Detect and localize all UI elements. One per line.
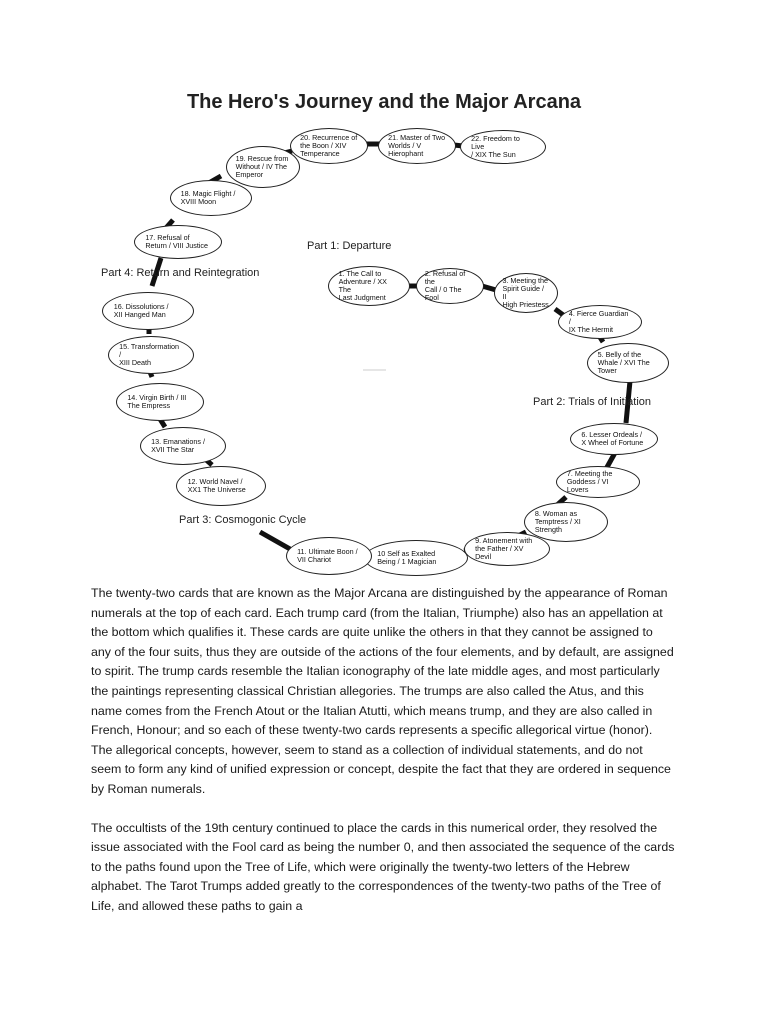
stage-18-magic-flight: 18. Magic Flight / XVIII Moon — [170, 180, 252, 216]
stage-12-world-navel: 12. World Navel / XX1 The Universe — [176, 466, 266, 506]
stage-9-atonement: 9. Atonement with the Father / XV Devil — [464, 532, 550, 566]
stage-20-recurrence-of-boon: 20. Recurrence of the Boon / XIV Temperance — [290, 128, 368, 164]
stage-22-freedom-to-live: 22. Freedom to Live / XIX The Sun — [460, 130, 546, 164]
part-2-label: Part 2: Trials of Initiation — [533, 396, 651, 408]
stage-2-refusal-of-call: 2. Refusal of the Call / 0 The Fool — [416, 268, 484, 304]
body-text — [91, 584, 676, 936]
stage-16-dissolutions: 16. Dissolutions / XII Hanged Man — [102, 292, 194, 330]
stage-3-spirit-guide: 3. Meeting the Spirit Guide / II High Priestess — [494, 273, 558, 313]
stage-7-meeting-goddess: 7. Meeting the Goddess / VI Lovers — [556, 466, 640, 498]
stage-21-master-of-two-worlds: 21. Master of Two Worlds / V Hierophant — [378, 128, 456, 164]
stage-10-self-as-exalted: 10 Self as Exalted Being / 1 Magician — [364, 540, 468, 576]
stage-11-ultimate-boon: 11. Ultimate Boon / VII Chariot — [286, 537, 372, 575]
connector — [260, 532, 290, 549]
stage-15-transformation: 15. Transformation / XIII Death — [108, 336, 194, 374]
stage-5-belly-of-whale: 5. Belly of the Whale / XVI The Tower — [587, 343, 669, 383]
paragraph-1: The twenty-two cards that are known as the Major Arcana are distinguished by the appearance of Roman numerals at the top of each card. Each trump card (from the Italian, Triumphe) also has an appellation at the bottom which qualifies it. These cards are quite unlike the others in that they cannot be assigned to any of the four suits, thus they are outside of the actions of the four elements, and by default, are assigned to spirit. The trump cards resemble the Italian iconography of the late middle ages, and most particularly the paintings representing classical Christian allegories. The trumps are also called the Atus, and this name comes from the French Atout or the Italian Atutti, which means trump, and they are also called in French, Honour; and so each of these twenty-two cards represents a specific allegorical virtue (honor). The allegorical concepts, however, seem to stand as a collection of individual statements, and do not seem to form any kind of unified expression or concept, despite the fact that they are ordered in sequence by Roman numerals. — [91, 586, 674, 796]
part-1-label: Part 1: Departure — [307, 240, 392, 252]
page-title: The Hero's Journey and the Major Arcana — [186, 91, 582, 113]
stage-4-fierce-guardian: 4. Fierce Guardian / IX The Hermit — [558, 305, 642, 339]
stage-14-virgin-birth: 14. Virgin Birth / III The Empress — [116, 383, 204, 421]
stage-19-rescue-from-without: 19. Rescue from Without / IV The Emperor — [226, 146, 300, 188]
stage-1-call-to-adventure: 1. The Call to Adventure / XX The Last Judgment — [328, 266, 410, 306]
paragraph-2: The occultists of the 19th century continued to place the cards in this numerical order, they resolved the issue associated with the Fool card as being the number 0, and then associated the sequence of the cards to the paths found upon the Tree of Life, which were originally the twenty-two letters of the Hebrew alphabet. The Tarot Trumps added greatly to the correspondences of the twenty-two paths of the Tree of Life, and allowed these paths to gain a — [91, 820, 675, 913]
stage-13-emanations: 13. Emanations / XVII The Star — [140, 427, 226, 465]
part-4-label: Part 4: Return and Reintegration — [101, 267, 260, 279]
stage-8-woman-as-temptress: 8. Woman as Temptress / XI Strength — [524, 502, 608, 542]
part-3-label: Part 3: Cosmogonic Cycle — [179, 514, 307, 526]
stage-6-lesser-ordeals: 6. Lesser Ordeals / X Wheel of Fortune — [570, 423, 658, 455]
stage-17-refusal-of-return: 17. Refusal of Return / VIII Justice — [134, 225, 222, 259]
